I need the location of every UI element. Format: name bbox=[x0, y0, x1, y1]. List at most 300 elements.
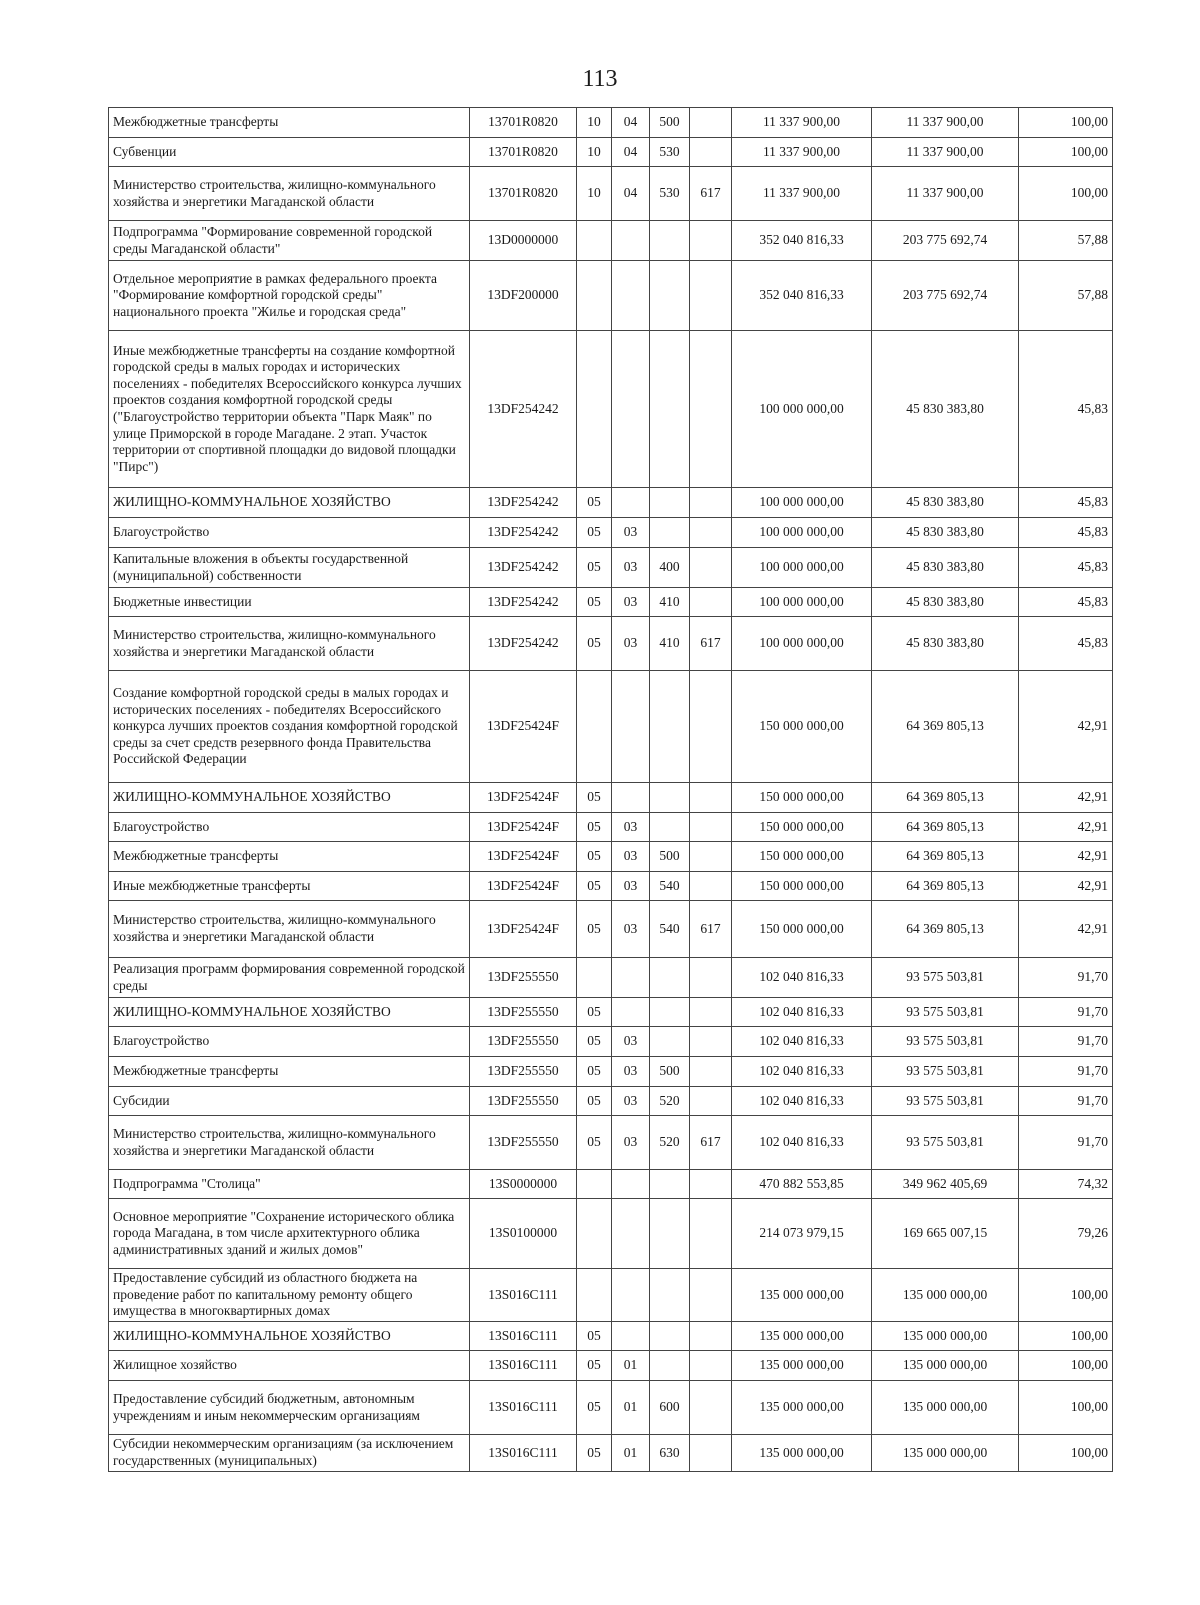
planned-amount: 100 000 000,00 bbox=[732, 588, 872, 617]
ministry-code bbox=[690, 548, 732, 588]
table-row bbox=[109, 671, 1113, 783]
section-code bbox=[577, 958, 612, 998]
executed-amount: 93 575 503,81 bbox=[872, 1087, 1019, 1116]
row-name: Благоустройство bbox=[109, 518, 470, 548]
target-code: 13DF25424F bbox=[470, 783, 577, 813]
row-name: Субвенции bbox=[109, 138, 470, 167]
planned-amount: 11 337 900,00 bbox=[732, 167, 872, 221]
executed-amount: 11 337 900,00 bbox=[872, 108, 1019, 138]
target-code: 13701R0820 bbox=[470, 138, 577, 167]
executed-amount: 11 337 900,00 bbox=[872, 167, 1019, 221]
execution-percent: 100,00 bbox=[1019, 1435, 1113, 1472]
executed-amount: 135 000 000,00 bbox=[872, 1435, 1019, 1472]
expense-type-code bbox=[650, 1027, 690, 1057]
executed-amount: 135 000 000,00 bbox=[872, 1269, 1019, 1322]
executed-amount: 64 369 805,13 bbox=[872, 783, 1019, 813]
row-name: Благоустройство bbox=[109, 1027, 470, 1057]
subsection-code bbox=[612, 1322, 650, 1351]
row-name: Благоустройство bbox=[109, 813, 470, 842]
target-code: 13DF254242 bbox=[470, 488, 577, 518]
planned-amount: 102 040 816,33 bbox=[732, 958, 872, 998]
section-code: 05 bbox=[577, 1027, 612, 1057]
table-row bbox=[109, 167, 1113, 221]
subsection-code bbox=[612, 998, 650, 1027]
row-name: Иные межбюджетные трансферты на создание комфортной городской среды в малых городах и исторических поселениях - победителях Всероссийского конкурса лучших проектов создания комфортной городской среды ("Благоустройство территории объекта "Парк Маяк" по улице Приморской в городе Магадане. 2 этап. Участок территории от спортивной площадки до видовой площадки "Пирс") bbox=[109, 331, 470, 488]
executed-amount: 45 830 383,80 bbox=[872, 331, 1019, 488]
row-name: Подпрограмма "Столица" bbox=[109, 1170, 470, 1199]
executed-amount: 11 337 900,00 bbox=[872, 138, 1019, 167]
subsection-code: 04 bbox=[612, 167, 650, 221]
table-row bbox=[109, 331, 1113, 488]
section-code: 10 bbox=[577, 138, 612, 167]
subsection-code bbox=[612, 488, 650, 518]
row-name: Отдельное мероприятие в рамках федерального проекта "Формирование комфортной городской среды" национального проекта "Жилье и городская среда" bbox=[109, 261, 470, 331]
table-row bbox=[109, 783, 1113, 813]
executed-amount: 135 000 000,00 bbox=[872, 1322, 1019, 1351]
section-code: 05 bbox=[577, 617, 612, 671]
ministry-code bbox=[690, 1269, 732, 1322]
expense-type-code: 530 bbox=[650, 167, 690, 221]
target-code: 13S016C111 bbox=[470, 1269, 577, 1322]
planned-amount: 352 040 816,33 bbox=[732, 261, 872, 331]
ministry-code: 617 bbox=[690, 901, 732, 958]
subsection-code bbox=[612, 1170, 650, 1199]
table-row bbox=[109, 1057, 1113, 1087]
target-code: 13DF255550 bbox=[470, 1116, 577, 1170]
row-name: Реализация программ формирования современной городской среды bbox=[109, 958, 470, 998]
section-code bbox=[577, 261, 612, 331]
table-row bbox=[109, 1087, 1113, 1116]
executed-amount: 93 575 503,81 bbox=[872, 998, 1019, 1027]
planned-amount: 102 040 816,33 bbox=[732, 1057, 872, 1087]
target-code: 13DF255550 bbox=[470, 998, 577, 1027]
subsection-code: 01 bbox=[612, 1381, 650, 1435]
section-code: 05 bbox=[577, 1087, 612, 1116]
table-row bbox=[109, 1269, 1113, 1322]
ministry-code bbox=[690, 488, 732, 518]
expense-type-code bbox=[650, 998, 690, 1027]
section-code: 05 bbox=[577, 783, 612, 813]
executed-amount: 93 575 503,81 bbox=[872, 1116, 1019, 1170]
planned-amount: 352 040 816,33 bbox=[732, 221, 872, 261]
expense-type-code bbox=[650, 1170, 690, 1199]
section-code: 05 bbox=[577, 842, 612, 872]
table-row bbox=[109, 998, 1113, 1027]
row-name: Бюджетные инвестиции bbox=[109, 588, 470, 617]
table-row bbox=[109, 138, 1113, 167]
ministry-code bbox=[690, 1057, 732, 1087]
execution-percent: 45,83 bbox=[1019, 548, 1113, 588]
executed-amount: 203 775 692,74 bbox=[872, 221, 1019, 261]
execution-percent: 100,00 bbox=[1019, 1381, 1113, 1435]
ministry-code bbox=[690, 1199, 732, 1269]
target-code: 13S0100000 bbox=[470, 1199, 577, 1269]
target-code: 13DF255550 bbox=[470, 1087, 577, 1116]
ministry-code: 617 bbox=[690, 167, 732, 221]
section-code: 05 bbox=[577, 1435, 612, 1472]
expense-type-code bbox=[650, 261, 690, 331]
subsection-code: 03 bbox=[612, 842, 650, 872]
ministry-code bbox=[690, 1435, 732, 1472]
ministry-code bbox=[690, 588, 732, 617]
expense-type-code: 500 bbox=[650, 108, 690, 138]
target-code: 13DF254242 bbox=[470, 331, 577, 488]
planned-amount: 135 000 000,00 bbox=[732, 1322, 872, 1351]
subsection-code: 04 bbox=[612, 138, 650, 167]
expense-type-code bbox=[650, 813, 690, 842]
executed-amount: 64 369 805,13 bbox=[872, 671, 1019, 783]
planned-amount: 214 073 979,15 bbox=[732, 1199, 872, 1269]
execution-percent: 42,91 bbox=[1019, 842, 1113, 872]
ministry-code bbox=[690, 1087, 732, 1116]
section-code: 05 bbox=[577, 488, 612, 518]
target-code: 13DF255550 bbox=[470, 1027, 577, 1057]
expense-type-code: 520 bbox=[650, 1087, 690, 1116]
ministry-code bbox=[690, 958, 732, 998]
execution-percent: 42,91 bbox=[1019, 901, 1113, 958]
execution-percent: 79,26 bbox=[1019, 1199, 1113, 1269]
ministry-code bbox=[690, 671, 732, 783]
execution-percent: 100,00 bbox=[1019, 1269, 1113, 1322]
table-row bbox=[109, 108, 1113, 138]
row-name: Министерство строительства, жилищно-коммунального хозяйства и энергетики Магаданской области bbox=[109, 167, 470, 221]
expense-type-code: 540 bbox=[650, 872, 690, 901]
section-code: 10 bbox=[577, 167, 612, 221]
planned-amount: 150 000 000,00 bbox=[732, 872, 872, 901]
subsection-code bbox=[612, 958, 650, 998]
section-code: 05 bbox=[577, 1057, 612, 1087]
expense-type-code bbox=[650, 671, 690, 783]
table-row bbox=[109, 901, 1113, 958]
execution-percent: 42,91 bbox=[1019, 813, 1113, 842]
target-code: 13D0000000 bbox=[470, 221, 577, 261]
executed-amount: 64 369 805,13 bbox=[872, 872, 1019, 901]
target-code: 13S016C111 bbox=[470, 1351, 577, 1381]
planned-amount: 100 000 000,00 bbox=[732, 548, 872, 588]
row-name: Межбюджетные трансферты bbox=[109, 842, 470, 872]
expense-type-code bbox=[650, 783, 690, 813]
section-code bbox=[577, 1170, 612, 1199]
target-code: 13S016C111 bbox=[470, 1381, 577, 1435]
row-name: ЖИЛИЩНО-КОММУНАЛЬНОЕ ХОЗЯЙСТВО bbox=[109, 783, 470, 813]
table-row bbox=[109, 221, 1113, 261]
planned-amount: 150 000 000,00 bbox=[732, 671, 872, 783]
target-code: 13DF200000 bbox=[470, 261, 577, 331]
section-code bbox=[577, 671, 612, 783]
subsection-code: 03 bbox=[612, 813, 650, 842]
subsection-code: 03 bbox=[612, 1116, 650, 1170]
planned-amount: 150 000 000,00 bbox=[732, 901, 872, 958]
expense-type-code: 400 bbox=[650, 548, 690, 588]
subsection-code: 03 bbox=[612, 1027, 650, 1057]
subsection-code bbox=[612, 331, 650, 488]
executed-amount: 203 775 692,74 bbox=[872, 261, 1019, 331]
planned-amount: 150 000 000,00 bbox=[732, 842, 872, 872]
execution-percent: 91,70 bbox=[1019, 1027, 1113, 1057]
executed-amount: 169 665 007,15 bbox=[872, 1199, 1019, 1269]
executed-amount: 349 962 405,69 bbox=[872, 1170, 1019, 1199]
row-name: Иные межбюджетные трансферты bbox=[109, 872, 470, 901]
planned-amount: 135 000 000,00 bbox=[732, 1381, 872, 1435]
row-name: Субсидии некоммерческим организациям (за исключением государственных (муниципальных) bbox=[109, 1435, 470, 1472]
execution-percent: 91,70 bbox=[1019, 1116, 1113, 1170]
table-row bbox=[109, 518, 1113, 548]
subsection-code: 01 bbox=[612, 1435, 650, 1472]
expense-type-code: 600 bbox=[650, 1381, 690, 1435]
planned-amount: 150 000 000,00 bbox=[732, 783, 872, 813]
target-code: 13DF254242 bbox=[470, 518, 577, 548]
section-code bbox=[577, 1199, 612, 1269]
execution-percent: 74,32 bbox=[1019, 1170, 1113, 1199]
budget-table-body bbox=[109, 108, 1113, 1472]
row-name: Основное мероприятие "Сохранение исторического облика города Магадана, в том числе архитектурного облика административных зданий и жилых домов" bbox=[109, 1199, 470, 1269]
target-code: 13DF254242 bbox=[470, 588, 577, 617]
executed-amount: 45 830 383,80 bbox=[872, 488, 1019, 518]
target-code: 13DF25424F bbox=[470, 671, 577, 783]
target-code: 13S016C111 bbox=[470, 1435, 577, 1472]
ministry-code bbox=[690, 813, 732, 842]
section-code: 05 bbox=[577, 998, 612, 1027]
row-name: Жилищное хозяйство bbox=[109, 1351, 470, 1381]
subsection-code bbox=[612, 1269, 650, 1322]
planned-amount: 100 000 000,00 bbox=[732, 617, 872, 671]
execution-percent: 45,83 bbox=[1019, 488, 1113, 518]
target-code: 13DF255550 bbox=[470, 1057, 577, 1087]
expense-type-code bbox=[650, 1269, 690, 1322]
planned-amount: 100 000 000,00 bbox=[732, 518, 872, 548]
target-code: 13DF25424F bbox=[470, 813, 577, 842]
planned-amount: 102 040 816,33 bbox=[732, 1027, 872, 1057]
table-row bbox=[109, 1381, 1113, 1435]
executed-amount: 93 575 503,81 bbox=[872, 1027, 1019, 1057]
ministry-code: 617 bbox=[690, 1116, 732, 1170]
table-row bbox=[109, 1170, 1113, 1199]
section-code: 05 bbox=[577, 901, 612, 958]
ministry-code bbox=[690, 1170, 732, 1199]
section-code: 05 bbox=[577, 1116, 612, 1170]
section-code: 05 bbox=[577, 548, 612, 588]
planned-amount: 100 000 000,00 bbox=[732, 488, 872, 518]
planned-amount: 102 040 816,33 bbox=[732, 1087, 872, 1116]
table-row bbox=[109, 1116, 1113, 1170]
expense-type-code bbox=[650, 1351, 690, 1381]
ministry-code bbox=[690, 1351, 732, 1381]
section-code bbox=[577, 331, 612, 488]
table-row bbox=[109, 813, 1113, 842]
subsection-code: 04 bbox=[612, 108, 650, 138]
expense-type-code bbox=[650, 331, 690, 488]
execution-percent: 91,70 bbox=[1019, 998, 1113, 1027]
subsection-code: 03 bbox=[612, 518, 650, 548]
ministry-code bbox=[690, 1322, 732, 1351]
table-row bbox=[109, 1027, 1113, 1057]
section-code: 05 bbox=[577, 813, 612, 842]
table-row bbox=[109, 1199, 1113, 1269]
subsection-code bbox=[612, 261, 650, 331]
execution-percent: 45,83 bbox=[1019, 518, 1113, 548]
subsection-code: 03 bbox=[612, 872, 650, 901]
planned-amount: 470 882 553,85 bbox=[732, 1170, 872, 1199]
target-code: 13701R0820 bbox=[470, 108, 577, 138]
executed-amount: 64 369 805,13 bbox=[872, 813, 1019, 842]
planned-amount: 135 000 000,00 bbox=[732, 1435, 872, 1472]
expense-type-code bbox=[650, 1199, 690, 1269]
subsection-code bbox=[612, 221, 650, 261]
target-code: 13DF25424F bbox=[470, 842, 577, 872]
target-code: 13DF254242 bbox=[470, 548, 577, 588]
row-name: ЖИЛИЩНО-КОММУНАЛЬНОЕ ХОЗЯЙСТВО bbox=[109, 998, 470, 1027]
executed-amount: 64 369 805,13 bbox=[872, 842, 1019, 872]
executed-amount: 64 369 805,13 bbox=[872, 901, 1019, 958]
planned-amount: 11 337 900,00 bbox=[732, 138, 872, 167]
planned-amount: 135 000 000,00 bbox=[732, 1269, 872, 1322]
table-row bbox=[109, 488, 1113, 518]
table-row bbox=[109, 1322, 1113, 1351]
target-code: 13701R0820 bbox=[470, 167, 577, 221]
target-code: 13S0000000 bbox=[470, 1170, 577, 1199]
subsection-code bbox=[612, 1199, 650, 1269]
executed-amount: 45 830 383,80 bbox=[872, 548, 1019, 588]
execution-percent: 100,00 bbox=[1019, 108, 1113, 138]
subsection-code bbox=[612, 783, 650, 813]
table-row bbox=[109, 588, 1113, 617]
executed-amount: 45 830 383,80 bbox=[872, 617, 1019, 671]
ministry-code bbox=[690, 1381, 732, 1435]
executed-amount: 135 000 000,00 bbox=[872, 1381, 1019, 1435]
table-row bbox=[109, 261, 1113, 331]
executed-amount: 135 000 000,00 bbox=[872, 1351, 1019, 1381]
planned-amount: 150 000 000,00 bbox=[732, 813, 872, 842]
subsection-code bbox=[612, 671, 650, 783]
table-row bbox=[109, 1351, 1113, 1381]
expense-type-code: 410 bbox=[650, 617, 690, 671]
expense-type-code bbox=[650, 518, 690, 548]
subsection-code: 03 bbox=[612, 901, 650, 958]
expense-type-code: 500 bbox=[650, 1057, 690, 1087]
expense-type-code: 520 bbox=[650, 1116, 690, 1170]
row-name: Министерство строительства, жилищно-коммунального хозяйства и энергетики Магаданской области bbox=[109, 1116, 470, 1170]
target-code: 13DF254242 bbox=[470, 617, 577, 671]
budget-table bbox=[108, 107, 1113, 1472]
execution-percent: 45,83 bbox=[1019, 588, 1113, 617]
expense-type-code bbox=[650, 1322, 690, 1351]
subsection-code: 03 bbox=[612, 588, 650, 617]
section-code bbox=[577, 221, 612, 261]
executed-amount: 45 830 383,80 bbox=[872, 518, 1019, 548]
table-row bbox=[109, 958, 1113, 998]
executed-amount: 93 575 503,81 bbox=[872, 1057, 1019, 1087]
row-name: ЖИЛИЩНО-КОММУНАЛЬНОЕ ХОЗЯЙСТВО bbox=[109, 488, 470, 518]
section-code: 10 bbox=[577, 108, 612, 138]
executed-amount: 93 575 503,81 bbox=[872, 958, 1019, 998]
ministry-code bbox=[690, 221, 732, 261]
table-row bbox=[109, 872, 1113, 901]
expense-type-code: 630 bbox=[650, 1435, 690, 1472]
execution-percent: 42,91 bbox=[1019, 783, 1113, 813]
execution-percent: 45,83 bbox=[1019, 617, 1113, 671]
row-name: Межбюджетные трансферты bbox=[109, 1057, 470, 1087]
planned-amount: 102 040 816,33 bbox=[732, 1116, 872, 1170]
ministry-code bbox=[690, 842, 732, 872]
section-code bbox=[577, 1269, 612, 1322]
subsection-code: 03 bbox=[612, 1087, 650, 1116]
execution-percent: 91,70 bbox=[1019, 1057, 1113, 1087]
ministry-code bbox=[690, 998, 732, 1027]
execution-percent: 100,00 bbox=[1019, 167, 1113, 221]
execution-percent: 91,70 bbox=[1019, 958, 1113, 998]
row-name: Межбюджетные трансферты bbox=[109, 108, 470, 138]
target-code: 13S016C111 bbox=[470, 1322, 577, 1351]
ministry-code bbox=[690, 872, 732, 901]
section-code: 05 bbox=[577, 588, 612, 617]
section-code: 05 bbox=[577, 518, 612, 548]
ministry-code bbox=[690, 261, 732, 331]
execution-percent: 100,00 bbox=[1019, 1351, 1113, 1381]
expense-type-code: 540 bbox=[650, 901, 690, 958]
planned-amount: 100 000 000,00 bbox=[732, 331, 872, 488]
row-name: Капитальные вложения в объекты государственной (муниципальной) собственности bbox=[109, 548, 470, 588]
row-name: Министерство строительства, жилищно-коммунального хозяйства и энергетики Магаданской области bbox=[109, 901, 470, 958]
subsection-code: 03 bbox=[612, 617, 650, 671]
ministry-code bbox=[690, 1027, 732, 1057]
target-code: 13DF25424F bbox=[470, 901, 577, 958]
execution-percent: 57,88 bbox=[1019, 221, 1113, 261]
execution-percent: 57,88 bbox=[1019, 261, 1113, 331]
row-name: Предоставление субсидий бюджетным, автономным учреждениям и иным некоммерческим организациям bbox=[109, 1381, 470, 1435]
executed-amount: 45 830 383,80 bbox=[872, 588, 1019, 617]
execution-percent: 45,83 bbox=[1019, 331, 1113, 488]
section-code: 05 bbox=[577, 1351, 612, 1381]
target-code: 13DF25424F bbox=[470, 872, 577, 901]
expense-type-code bbox=[650, 488, 690, 518]
row-name: Создание комфортной городской среды в малых городах и исторических поселениях - победителях Всероссийского конкурса лучших проектов создания комфортной городской среды за счет средств резервного фонда Правительства Российской Федерации bbox=[109, 671, 470, 783]
row-name: Предоставление субсидий из областного бюджета на проведение работ по капитальному ремонту общего имущества в многоквартирных домах bbox=[109, 1269, 470, 1322]
execution-percent: 91,70 bbox=[1019, 1087, 1113, 1116]
row-name: Министерство строительства, жилищно-коммунального хозяйства и энергетики Магаданской области bbox=[109, 617, 470, 671]
ministry-code bbox=[690, 331, 732, 488]
section-code: 05 bbox=[577, 872, 612, 901]
execution-percent: 100,00 bbox=[1019, 1322, 1113, 1351]
planned-amount: 135 000 000,00 bbox=[732, 1351, 872, 1381]
ministry-code bbox=[690, 138, 732, 167]
table-row bbox=[109, 1435, 1113, 1472]
ministry-code: 617 bbox=[690, 617, 732, 671]
ministry-code bbox=[690, 108, 732, 138]
section-code: 05 bbox=[577, 1381, 612, 1435]
execution-percent: 42,91 bbox=[1019, 671, 1113, 783]
expense-type-code: 410 bbox=[650, 588, 690, 617]
row-name: Подпрограмма "Формирование современной городской среды Магаданской области" bbox=[109, 221, 470, 261]
subsection-code: 03 bbox=[612, 1057, 650, 1087]
row-name: ЖИЛИЩНО-КОММУНАЛЬНОЕ ХОЗЯЙСТВО bbox=[109, 1322, 470, 1351]
table-row bbox=[109, 548, 1113, 588]
execution-percent: 42,91 bbox=[1019, 872, 1113, 901]
row-name: Субсидии bbox=[109, 1087, 470, 1116]
planned-amount: 102 040 816,33 bbox=[732, 998, 872, 1027]
ministry-code bbox=[690, 518, 732, 548]
page-number: 113 bbox=[582, 66, 618, 92]
planned-amount: 11 337 900,00 bbox=[732, 108, 872, 138]
expense-type-code bbox=[650, 958, 690, 998]
subsection-code: 01 bbox=[612, 1351, 650, 1381]
expense-type-code: 530 bbox=[650, 138, 690, 167]
ministry-code bbox=[690, 783, 732, 813]
expense-type-code: 500 bbox=[650, 842, 690, 872]
table-row bbox=[109, 617, 1113, 671]
subsection-code: 03 bbox=[612, 548, 650, 588]
execution-percent: 100,00 bbox=[1019, 138, 1113, 167]
expense-type-code bbox=[650, 221, 690, 261]
